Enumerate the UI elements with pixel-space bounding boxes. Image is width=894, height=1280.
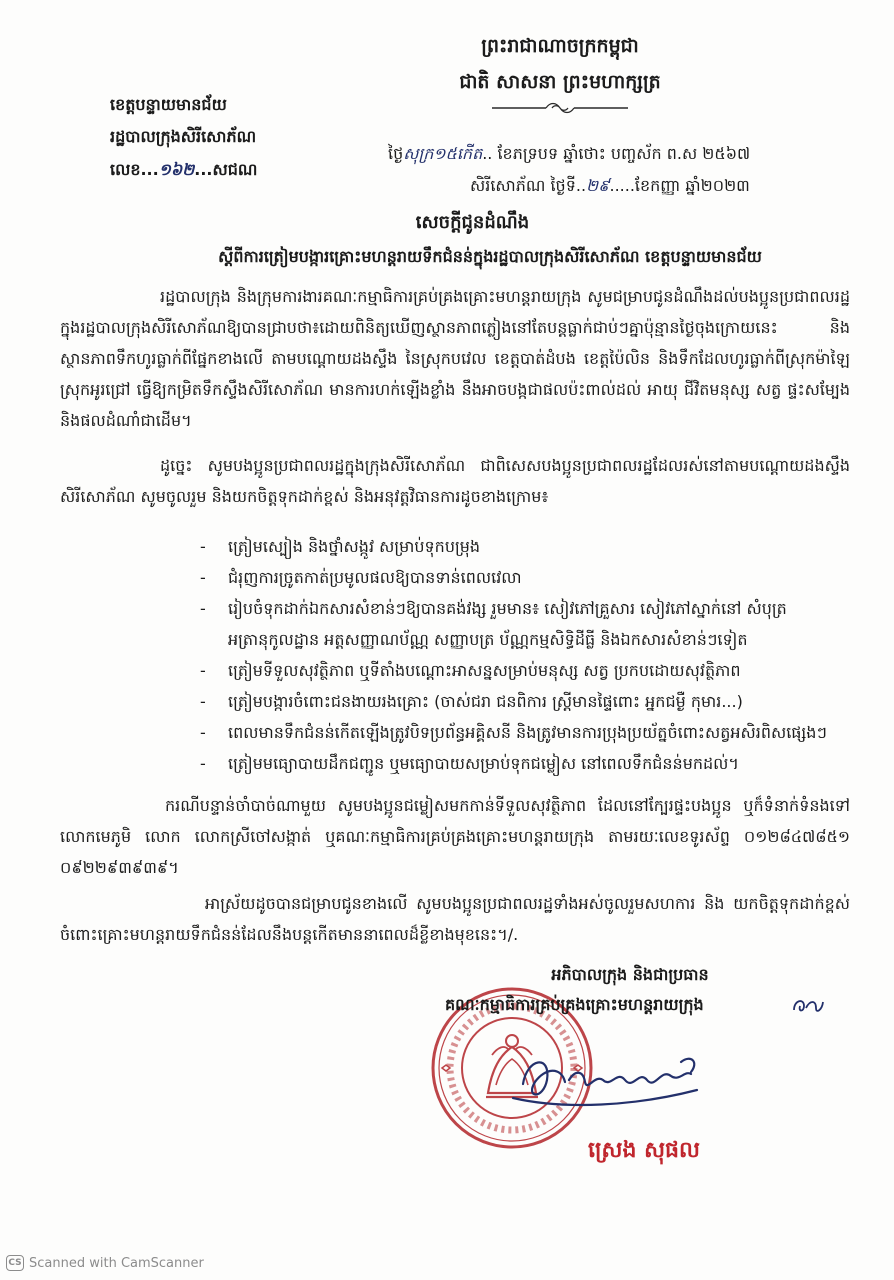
- list-bullet: -: [200, 599, 206, 618]
- reference-number-value: ១៦២: [158, 160, 195, 179]
- measure-text: ត្រៀមទីទួលសុវត្ថិភាព ឬទីតាំងបណ្តោះអាសន្នសម្រាប់មនុស្ស សត្វ ប្រកបដោយសុវត្ថិភាព: [228, 661, 741, 680]
- list-bullet: -: [200, 568, 206, 587]
- sender-province: ខេត្តបន្ទាយមានជ័យ: [110, 95, 227, 114]
- list-item: [200, 531, 850, 562]
- list-bullet: -: [200, 723, 206, 742]
- scanner-watermark: [6, 1252, 266, 1274]
- initial-mark: [790, 992, 826, 1018]
- list-bullet: -: [200, 754, 206, 773]
- solar-date-handwritten: ២៩: [586, 176, 610, 195]
- measure-text: ជំរុញការច្រូតកាត់ប្រមូលផលឱ្យបានទាន់ពេលវេលា: [228, 568, 522, 587]
- list-item: [200, 562, 850, 593]
- list-item: [200, 748, 850, 779]
- reference-number: [110, 157, 300, 183]
- measure-text: ត្រៀមមធ្យោបាយដឹកជញ្ជូន ឬមធ្យោបាយសម្រាប់ទុកជម្លៀស នៅពេលទឹកជំនន់មកដល់។: [228, 754, 739, 773]
- measure-text: ត្រៀមស្បៀង និងថ្នាំសង្កូវ សម្រាប់ទុកបម្រុង: [228, 537, 481, 556]
- list-item: [200, 717, 850, 748]
- solar-date: [470, 173, 810, 199]
- list-bullet: -: [200, 692, 206, 711]
- measures-list: [200, 531, 850, 783]
- measure-text: រៀបចំទុកដាក់ឯកសារសំខាន់ៗឱ្យបានគង់វង្ស រួមមាន៖ សៀវភៅគ្រួសារ សៀវភៅស្នាក់នៅ សំបុត្រអត្រានុកូលដ្ឋាន អត្តសញ្ញាណប័ណ្ណ សញ្ញាបត្រ ប័ណ្ណកម្មសិទ្ធិដីធ្លី និងឯកសារសំខាន់ៗទៀត: [228, 599, 787, 649]
- lunar-date-prefix: ថ្ងៃ: [388, 144, 404, 163]
- list-bullet: -: [200, 661, 206, 680]
- signatory-position: អភិបាលក្រុង និងជាប្រធាន: [551, 965, 709, 984]
- header-ornament: [490, 100, 630, 116]
- notice-title: សេចក្តីជូនដំណឹង: [415, 212, 530, 233]
- camscanner-logo: CS: [6, 1255, 24, 1271]
- scanner-text: Scanned with CamScanner: [29, 1255, 204, 1271]
- measure-text: ត្រៀមបង្ការចំពោះជនងាយរងគ្រោះ (ចាស់ជរា ជនពិការ ស្ត្រីមានផ្ទៃពោះ អ្នកជម្ងឺ កុមារ...): [228, 692, 743, 711]
- paragraph-emergency-contact: ករណីបន្ទាន់ចាំបាច់ណាមួយ សូមបងប្អូនជម្លៀសមកកាន់ទីទួលសុវត្ថិភាព ដែលនៅក្បែរផ្ទះបងប្អូន ឬក៏ទំនាក់ទំនងទៅលោកមេភូមិ លោក លោកស្រីចៅសង្កាត់ ឬគណៈកម្មាធិការគ្រប់គ្រងគ្រោះមហន្តរាយក្រុង តាមរយៈលេខទូរស័ព្ទ ០១២៨៤៧៨៥១ ០៩២២៩៣៩៣៩។: [60, 796, 850, 877]
- reference-number-suffix: ...សជណ: [194, 160, 258, 179]
- national-motto: ជាតិ សាសនា ព្រះមហាក្សត្រ: [459, 71, 661, 93]
- list-bullet: -: [200, 537, 206, 556]
- list-item: [200, 655, 850, 686]
- paragraph-intro: រដ្ឋបាលក្រុង និងក្រុមការងារគណៈកម្មាធិការគ្រប់គ្រងគ្រោះមហន្តរាយក្រុង សូមជម្រាបជូនដំណឹងដល់បងប្អូនប្រជាពលរដ្ឋក្នុងរដ្ឋបាលក្រុងសិរីសោភ័ណឱ្យបានជ្រាបថា៖ដោយពិនិត្យឃើញស្ថានភាពភ្លៀងនៅតែបន្តធ្លាក់ជាប់ៗគ្នាប៉ុន្មានថ្ងៃចុងក្រោយនេះ និងស្ថានភាពទឹកហូរធ្លាក់ពីផ្នែកខាងលើ តាមបណ្តោយដងស្ទឹង នៃស្រុកបវេល ខេត្តបាត់ដំបង ខេត្តប៉ៃលិន និងទឹកដែលហូរធ្លាក់ពីស្រុកម៉ាឡៃ ស្រុកអូរជ្រៅ ធ្វើឱ្យកម្រិតទឹកស្ទឹងសិរីសោភ័ណ មានការហក់ឡើងខ្លាំង នឹងអាចបង្កជាផលប៉ះពាល់ដល់ អាយុ ជីវិតមនុស្ស សត្វ ផ្ទះសម្បែង និងផលដំណាំជាដើម។: [60, 287, 850, 430]
- solar-date-prefix: សិរីសោភ័ណ ថ្ងៃទី..: [470, 176, 587, 195]
- notice-subject: ស្តីពីការត្រៀមបង្ការគ្រោះមហន្តរាយទឹកជំនន់ក្នុងរដ្ឋបាលក្រុងសិរីសោភ័ណ ខេត្តបន្ទាយមានជ័យ: [218, 247, 762, 266]
- reference-number-prefix: លេខ...: [110, 160, 159, 179]
- kingdom-heading: ព្រះរាជាណាចក្រកម្ពុជា: [481, 35, 639, 57]
- lunar-date-handwritten: សុក្រ១៥កើត: [403, 144, 483, 163]
- measure-text: ពេលមានទឹកជំនន់កើតឡើងត្រូវបិទប្រព័ន្ធអគ្គិសនី និងត្រូវមានការប្រុងប្រយ័ត្នចំពោះសត្វអសិរពិសផ្សេងៗ: [228, 723, 827, 742]
- list-item: [200, 593, 850, 655]
- solar-date-suffix: .....ខែកញ្ញា ឆ្នាំ២០២៣: [609, 176, 750, 195]
- signatory-name: ស្រេង សុផល: [588, 1138, 700, 1163]
- signatory-committee: គណៈកម្មាធិការគ្រប់គ្រងគ្រោះមហន្តរាយក្រុង: [445, 995, 704, 1014]
- list-item: [200, 686, 850, 717]
- paragraph-request: ដូច្នេះ សូមបងប្អូនប្រជាពលរដ្ឋក្នុងក្រុងសិរីសោភ័ណ ជាពិសេសបងប្អូនប្រជាពលរដ្ឋដែលរស់នៅតាមបណ្តោយដងស្ទឹងសិរីសោភ័ណ សូមចូលរួម និងយកចិត្តទុកដាក់ខ្ពស់ និងអនុវត្តវិធានការដូចខាងក្រោម៖: [60, 456, 850, 506]
- signature: [505, 1040, 705, 1118]
- lunar-date-suffix: .. ខែភទ្របទ ឆ្នាំថោះ បញ្ចស័ក ព.ស ២៥៦៧: [482, 144, 751, 163]
- lunar-date: [388, 141, 838, 167]
- sender-administration: រដ្ឋបាលក្រុងសិរីសោភ័ណ: [110, 127, 257, 146]
- paragraph-closing: អាស្រ័យដូចបានជម្រាបជូនខាងលើ សូមបងប្អូនប្រជាពលរដ្ឋទាំងអស់ចូលរួមសហការ និង យកចិត្តទុកដាក់ខ្ពស់ ចំពោះគ្រោះមហន្តរាយទឹកជំនន់ដែលនឹងបន្តកើតមាននាពេលដ៏ខ្លីខាងមុខនេះ។/.: [60, 894, 850, 944]
